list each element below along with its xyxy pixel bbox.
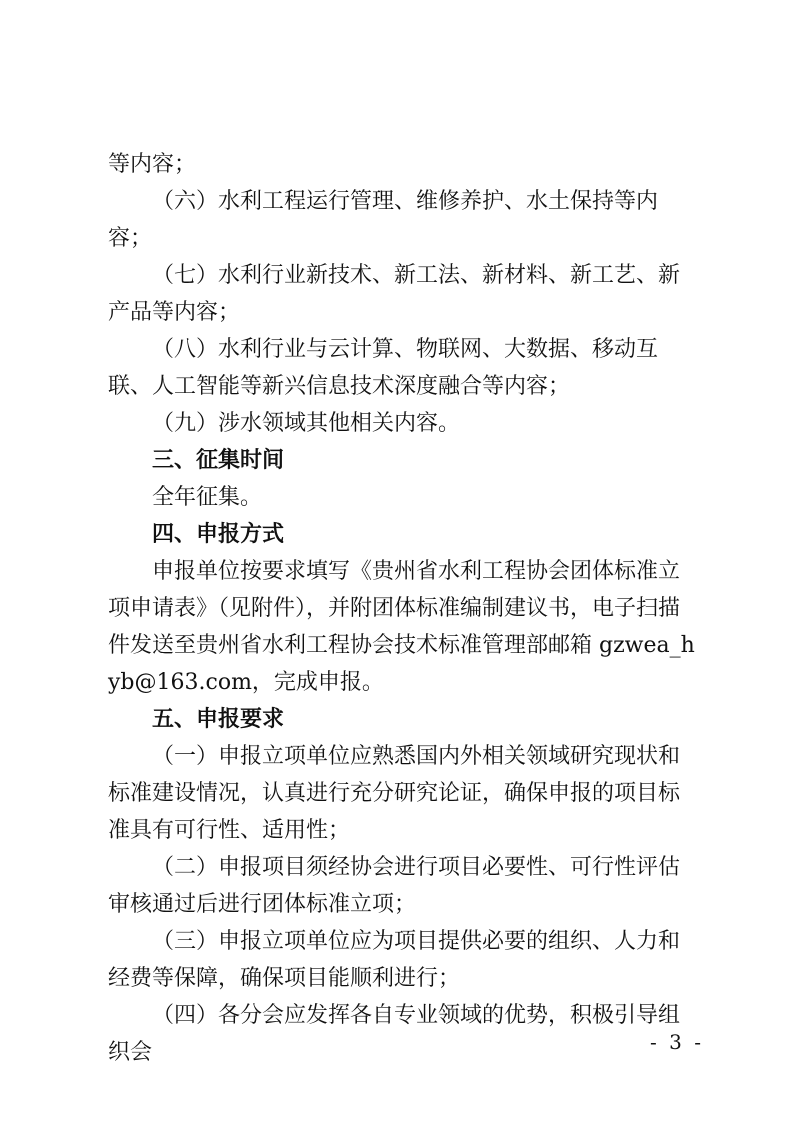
document-body <box>108 146 698 1071</box>
paragraph-8: （一）申报立项单位应熟悉国内外相关领域研究现状和标准建设情况，认真进行充分研究论证，确保申报的项目标准具有可行性、适用性； <box>108 744 681 843</box>
paragraph-2: （六）水利工程运行管理、维修养护、水土保持等内容； <box>108 189 659 251</box>
paragraph-3: （七）水利行业新技术、新工法、新材料、新工艺、新产品等内容； <box>108 263 681 325</box>
paragraph-10: （三）申报立项单位应为项目提供必要的组织、人力和经费等保障，确保项目能顺利进行； <box>108 929 681 991</box>
paragraph-1: 等内容； <box>108 152 197 177</box>
section-heading-5: 五、申报要求 <box>152 707 285 732</box>
paragraph-5: （九）涉水领域其他相关内容。 <box>152 411 461 436</box>
paragraph-9: （二）申报项目须经协会进行项目必要性、可行性评估审核通过后进行团体标准立项； <box>108 855 681 917</box>
section-heading-3: 三、征集时间 <box>152 448 285 473</box>
page-number: - 3 - <box>650 1030 704 1054</box>
paragraph-7: 申报单位按要求填写《贵州省水利工程协会团体标准立项申请表》（见附件），并附团体标准编制建议书，电子扫描件发送至贵州省水利工程协会技术标准管理部邮箱 gzwea_hyb@163.com，完成申报。 <box>108 559 695 695</box>
paragraph-11: （四）各分会应发挥各自专业领域的优势，积极引导组织会 <box>108 1003 681 1065</box>
paragraph-6: 全年征集。 <box>152 485 263 510</box>
paragraph-4: （八）水利行业与云计算、物联网、大数据、移动互联、人工智能等新兴信息技术深度融合等内容； <box>108 337 659 399</box>
section-heading-4: 四、申报方式 <box>152 522 285 547</box>
